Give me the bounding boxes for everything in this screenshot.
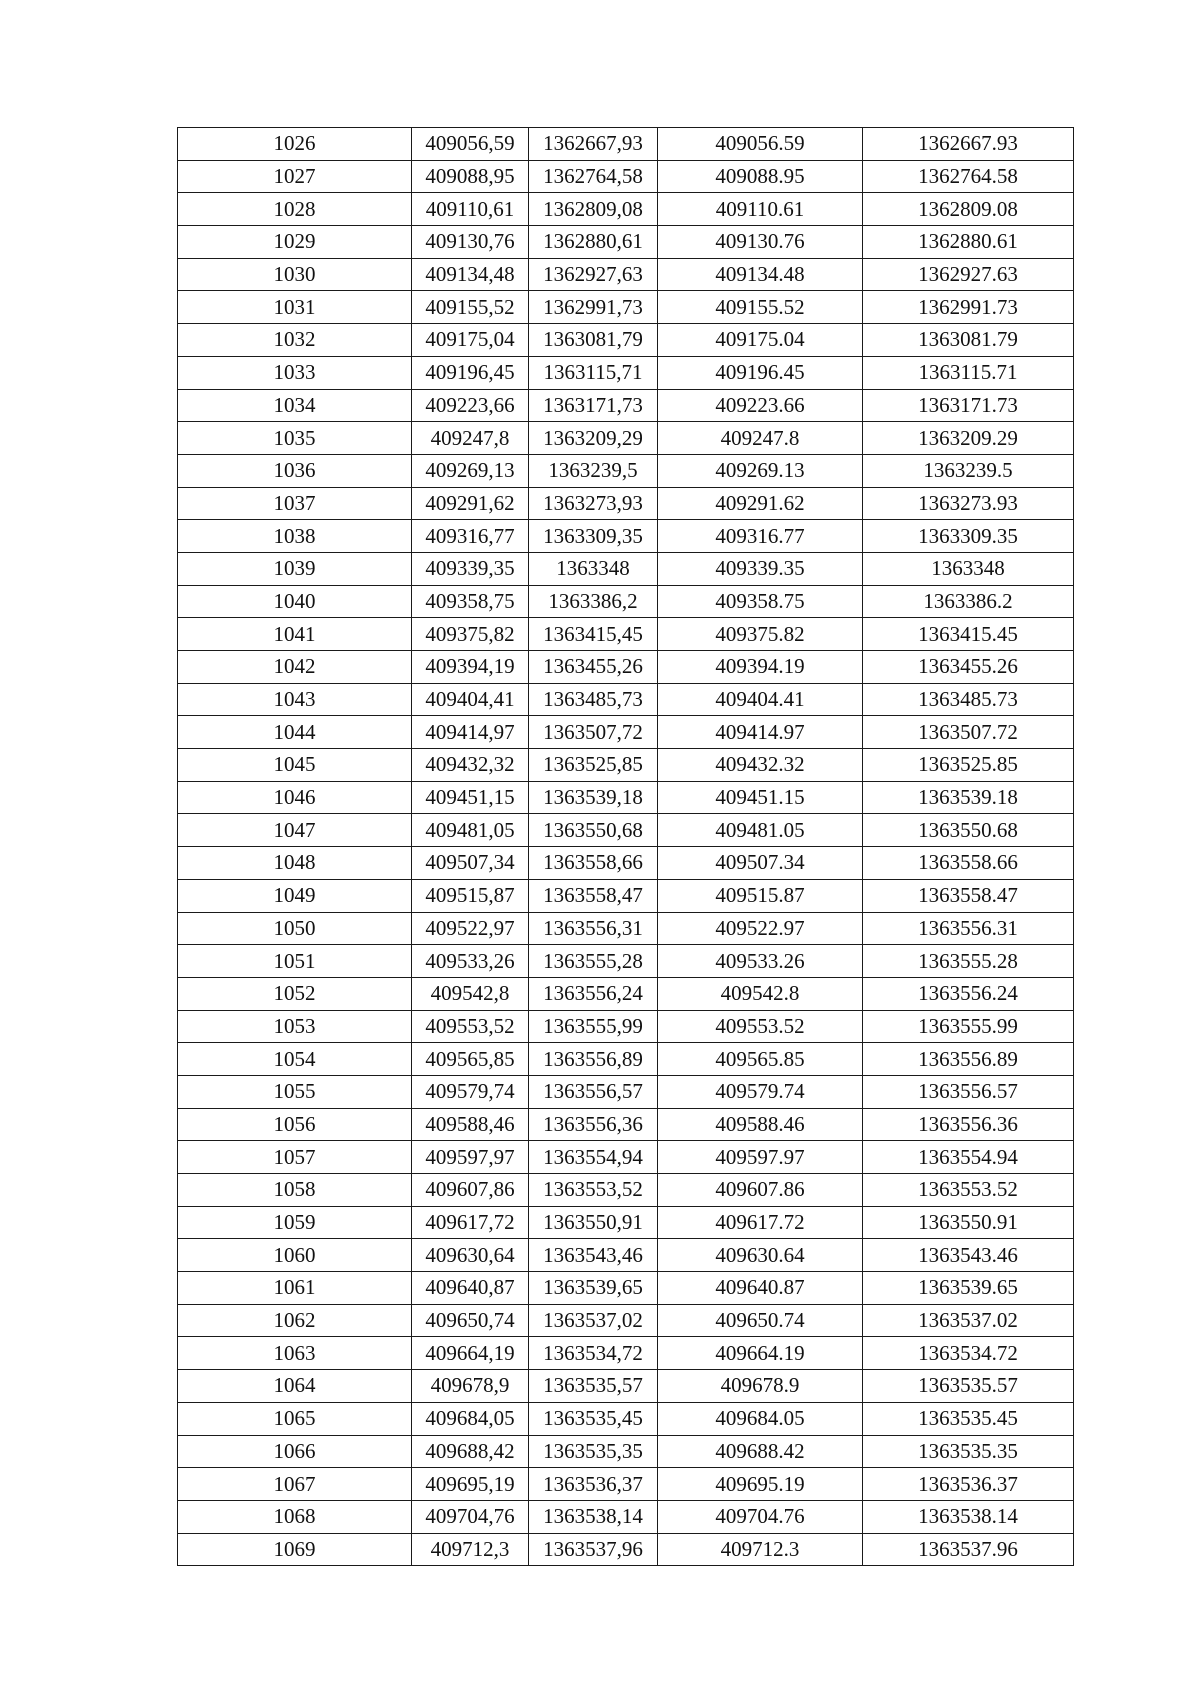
y-dot-cell: 1363535.45 bbox=[863, 1402, 1074, 1435]
point-number-cell: 1063 bbox=[178, 1337, 412, 1370]
table-row bbox=[178, 814, 1074, 847]
x-dot-cell: 409247.8 bbox=[658, 422, 863, 455]
x-dot-cell: 409640.87 bbox=[658, 1272, 863, 1305]
table-row bbox=[178, 552, 1074, 585]
table-row bbox=[178, 1468, 1074, 1501]
x-dot-cell: 409515.87 bbox=[658, 879, 863, 912]
x-comma-cell: 409565,85 bbox=[412, 1043, 529, 1076]
y-dot-cell: 1363555.99 bbox=[863, 1010, 1074, 1043]
y-dot-cell: 1363171.73 bbox=[863, 389, 1074, 422]
y-comma-cell: 1363554,94 bbox=[529, 1141, 658, 1174]
y-dot-cell: 1363386.2 bbox=[863, 585, 1074, 618]
point-number-cell: 1042 bbox=[178, 651, 412, 684]
y-comma-cell: 1363550,68 bbox=[529, 814, 658, 847]
x-dot-cell: 409155.52 bbox=[658, 291, 863, 324]
x-dot-cell: 409695.19 bbox=[658, 1468, 863, 1501]
point-number-cell: 1050 bbox=[178, 912, 412, 945]
x-comma-cell: 409533,26 bbox=[412, 945, 529, 978]
coordinate-table-body bbox=[178, 128, 1074, 1566]
point-number-cell: 1069 bbox=[178, 1533, 412, 1566]
point-number-cell: 1062 bbox=[178, 1304, 412, 1337]
y-comma-cell: 1363386,2 bbox=[529, 585, 658, 618]
y-dot-cell: 1362809.08 bbox=[863, 193, 1074, 226]
point-number-cell: 1033 bbox=[178, 356, 412, 389]
point-number-cell: 1055 bbox=[178, 1075, 412, 1108]
y-dot-cell: 1363535.35 bbox=[863, 1435, 1074, 1468]
point-number-cell: 1037 bbox=[178, 487, 412, 520]
x-comma-cell: 409155,52 bbox=[412, 291, 529, 324]
x-comma-cell: 409712,3 bbox=[412, 1533, 529, 1566]
x-comma-cell: 409339,35 bbox=[412, 552, 529, 585]
x-dot-cell: 409088.95 bbox=[658, 160, 863, 193]
x-comma-cell: 409607,86 bbox=[412, 1174, 529, 1207]
x-comma-cell: 409695,19 bbox=[412, 1468, 529, 1501]
table-row bbox=[178, 912, 1074, 945]
point-number-cell: 1036 bbox=[178, 454, 412, 487]
x-comma-cell: 409316,77 bbox=[412, 520, 529, 553]
x-comma-cell: 409579,74 bbox=[412, 1075, 529, 1108]
x-dot-cell: 409630.64 bbox=[658, 1239, 863, 1272]
table-row bbox=[178, 945, 1074, 978]
y-comma-cell: 1363553,52 bbox=[529, 1174, 658, 1207]
y-dot-cell: 1362991.73 bbox=[863, 291, 1074, 324]
y-dot-cell: 1363239.5 bbox=[863, 454, 1074, 487]
x-comma-cell: 409640,87 bbox=[412, 1272, 529, 1305]
x-dot-cell: 409414.97 bbox=[658, 716, 863, 749]
table-row bbox=[178, 389, 1074, 422]
x-comma-cell: 409678,9 bbox=[412, 1370, 529, 1403]
y-dot-cell: 1363485.73 bbox=[863, 683, 1074, 716]
point-number-cell: 1034 bbox=[178, 389, 412, 422]
point-number-cell: 1054 bbox=[178, 1043, 412, 1076]
y-dot-cell: 1363536.37 bbox=[863, 1468, 1074, 1501]
table-row bbox=[178, 781, 1074, 814]
table-row bbox=[178, 422, 1074, 455]
point-number-cell: 1040 bbox=[178, 585, 412, 618]
table-row bbox=[178, 193, 1074, 226]
table-row bbox=[178, 1174, 1074, 1207]
x-comma-cell: 409650,74 bbox=[412, 1304, 529, 1337]
table-row bbox=[178, 716, 1074, 749]
y-comma-cell: 1363415,45 bbox=[529, 618, 658, 651]
x-dot-cell: 409597.97 bbox=[658, 1141, 863, 1174]
y-comma-cell: 1363537,02 bbox=[529, 1304, 658, 1337]
y-comma-cell: 1363534,72 bbox=[529, 1337, 658, 1370]
y-comma-cell: 1363538,14 bbox=[529, 1500, 658, 1533]
x-dot-cell: 409481.05 bbox=[658, 814, 863, 847]
point-number-cell: 1056 bbox=[178, 1108, 412, 1141]
x-comma-cell: 409375,82 bbox=[412, 618, 529, 651]
y-dot-cell: 1363550.91 bbox=[863, 1206, 1074, 1239]
y-dot-cell: 1362667.93 bbox=[863, 128, 1074, 161]
y-comma-cell: 1363536,37 bbox=[529, 1468, 658, 1501]
y-dot-cell: 1363525.85 bbox=[863, 749, 1074, 782]
y-dot-cell: 1363537.96 bbox=[863, 1533, 1074, 1566]
x-dot-cell: 409650.74 bbox=[658, 1304, 863, 1337]
y-dot-cell: 1363539.18 bbox=[863, 781, 1074, 814]
x-dot-cell: 409553.52 bbox=[658, 1010, 863, 1043]
x-dot-cell: 409451.15 bbox=[658, 781, 863, 814]
x-dot-cell: 409056.59 bbox=[658, 128, 863, 161]
point-number-cell: 1038 bbox=[178, 520, 412, 553]
y-dot-cell: 1363081.79 bbox=[863, 324, 1074, 357]
y-dot-cell: 1363534.72 bbox=[863, 1337, 1074, 1370]
y-dot-cell: 1363209.29 bbox=[863, 422, 1074, 455]
table-row bbox=[178, 1304, 1074, 1337]
x-dot-cell: 409394.19 bbox=[658, 651, 863, 684]
point-number-cell: 1043 bbox=[178, 683, 412, 716]
point-number-cell: 1064 bbox=[178, 1370, 412, 1403]
x-comma-cell: 409515,87 bbox=[412, 879, 529, 912]
point-number-cell: 1030 bbox=[178, 258, 412, 291]
point-number-cell: 1067 bbox=[178, 1468, 412, 1501]
point-number-cell: 1052 bbox=[178, 977, 412, 1010]
y-comma-cell: 1363537,96 bbox=[529, 1533, 658, 1566]
y-dot-cell: 1363273.93 bbox=[863, 487, 1074, 520]
x-comma-cell: 409432,32 bbox=[412, 749, 529, 782]
x-comma-cell: 409588,46 bbox=[412, 1108, 529, 1141]
table-row bbox=[178, 226, 1074, 259]
y-dot-cell: 1363309.35 bbox=[863, 520, 1074, 553]
y-dot-cell: 1363558.47 bbox=[863, 879, 1074, 912]
x-comma-cell: 409196,45 bbox=[412, 356, 529, 389]
table-row bbox=[178, 258, 1074, 291]
x-comma-cell: 409088,95 bbox=[412, 160, 529, 193]
y-dot-cell: 1363348 bbox=[863, 552, 1074, 585]
x-comma-cell: 409617,72 bbox=[412, 1206, 529, 1239]
y-comma-cell: 1363535,57 bbox=[529, 1370, 658, 1403]
y-dot-cell: 1363555.28 bbox=[863, 945, 1074, 978]
x-comma-cell: 409269,13 bbox=[412, 454, 529, 487]
x-comma-cell: 409684,05 bbox=[412, 1402, 529, 1435]
y-comma-cell: 1363273,93 bbox=[529, 487, 658, 520]
x-dot-cell: 409404.41 bbox=[658, 683, 863, 716]
table-row bbox=[178, 1043, 1074, 1076]
y-comma-cell: 1362764,58 bbox=[529, 160, 658, 193]
point-number-cell: 1032 bbox=[178, 324, 412, 357]
x-dot-cell: 409664.19 bbox=[658, 1337, 863, 1370]
x-comma-cell: 409134,48 bbox=[412, 258, 529, 291]
y-dot-cell: 1363115.71 bbox=[863, 356, 1074, 389]
table-row bbox=[178, 1402, 1074, 1435]
y-comma-cell: 1363209,29 bbox=[529, 422, 658, 455]
y-dot-cell: 1363535.57 bbox=[863, 1370, 1074, 1403]
y-comma-cell: 1363115,71 bbox=[529, 356, 658, 389]
table-row bbox=[178, 454, 1074, 487]
x-dot-cell: 409223.66 bbox=[658, 389, 863, 422]
table-row bbox=[178, 977, 1074, 1010]
y-dot-cell: 1363507.72 bbox=[863, 716, 1074, 749]
y-dot-cell: 1362880.61 bbox=[863, 226, 1074, 259]
x-dot-cell: 409533.26 bbox=[658, 945, 863, 978]
point-number-cell: 1057 bbox=[178, 1141, 412, 1174]
coordinate-table bbox=[177, 127, 1074, 1566]
x-comma-cell: 409414,97 bbox=[412, 716, 529, 749]
x-comma-cell: 409404,41 bbox=[412, 683, 529, 716]
y-dot-cell: 1363556.89 bbox=[863, 1043, 1074, 1076]
y-dot-cell: 1363556.24 bbox=[863, 977, 1074, 1010]
table-row bbox=[178, 1533, 1074, 1566]
x-dot-cell: 409269.13 bbox=[658, 454, 863, 487]
table-row bbox=[178, 1010, 1074, 1043]
x-dot-cell: 409542.8 bbox=[658, 977, 863, 1010]
x-dot-cell: 409175.04 bbox=[658, 324, 863, 357]
y-dot-cell: 1363543.46 bbox=[863, 1239, 1074, 1272]
y-comma-cell: 1363558,66 bbox=[529, 847, 658, 880]
y-comma-cell: 1363455,26 bbox=[529, 651, 658, 684]
table-row bbox=[178, 1272, 1074, 1305]
table-row bbox=[178, 683, 1074, 716]
table-row bbox=[178, 879, 1074, 912]
x-dot-cell: 409607.86 bbox=[658, 1174, 863, 1207]
y-comma-cell: 1363550,91 bbox=[529, 1206, 658, 1239]
table-row bbox=[178, 1141, 1074, 1174]
table-row bbox=[178, 1337, 1074, 1370]
point-number-cell: 1049 bbox=[178, 879, 412, 912]
y-comma-cell: 1363171,73 bbox=[529, 389, 658, 422]
table-row bbox=[178, 749, 1074, 782]
table-row bbox=[178, 128, 1074, 161]
table-row bbox=[178, 1206, 1074, 1239]
point-number-cell: 1048 bbox=[178, 847, 412, 880]
y-dot-cell: 1363537.02 bbox=[863, 1304, 1074, 1337]
point-number-cell: 1047 bbox=[178, 814, 412, 847]
x-comma-cell: 409664,19 bbox=[412, 1337, 529, 1370]
y-comma-cell: 1363535,35 bbox=[529, 1435, 658, 1468]
y-comma-cell: 1363485,73 bbox=[529, 683, 658, 716]
x-dot-cell: 409432.32 bbox=[658, 749, 863, 782]
x-dot-cell: 409522.97 bbox=[658, 912, 863, 945]
table-row bbox=[178, 651, 1074, 684]
x-comma-cell: 409481,05 bbox=[412, 814, 529, 847]
y-comma-cell: 1363525,85 bbox=[529, 749, 658, 782]
x-dot-cell: 409316.77 bbox=[658, 520, 863, 553]
point-number-cell: 1068 bbox=[178, 1500, 412, 1533]
y-dot-cell: 1363554.94 bbox=[863, 1141, 1074, 1174]
y-dot-cell: 1363550.68 bbox=[863, 814, 1074, 847]
x-dot-cell: 409588.46 bbox=[658, 1108, 863, 1141]
x-dot-cell: 409565.85 bbox=[658, 1043, 863, 1076]
point-number-cell: 1041 bbox=[178, 618, 412, 651]
y-comma-cell: 1363539,18 bbox=[529, 781, 658, 814]
point-number-cell: 1045 bbox=[178, 749, 412, 782]
point-number-cell: 1065 bbox=[178, 1402, 412, 1435]
y-comma-cell: 1363539,65 bbox=[529, 1272, 658, 1305]
y-dot-cell: 1363556.36 bbox=[863, 1108, 1074, 1141]
x-dot-cell: 409507.34 bbox=[658, 847, 863, 880]
point-number-cell: 1026 bbox=[178, 128, 412, 161]
x-comma-cell: 409542,8 bbox=[412, 977, 529, 1010]
x-dot-cell: 409196.45 bbox=[658, 356, 863, 389]
table-row bbox=[178, 1239, 1074, 1272]
y-comma-cell: 1363555,28 bbox=[529, 945, 658, 978]
y-dot-cell: 1363558.66 bbox=[863, 847, 1074, 880]
x-comma-cell: 409451,15 bbox=[412, 781, 529, 814]
x-dot-cell: 409130.76 bbox=[658, 226, 863, 259]
point-number-cell: 1035 bbox=[178, 422, 412, 455]
y-comma-cell: 1363555,99 bbox=[529, 1010, 658, 1043]
y-comma-cell: 1362809,08 bbox=[529, 193, 658, 226]
x-comma-cell: 409291,62 bbox=[412, 487, 529, 520]
x-comma-cell: 409688,42 bbox=[412, 1435, 529, 1468]
point-number-cell: 1058 bbox=[178, 1174, 412, 1207]
point-number-cell: 1044 bbox=[178, 716, 412, 749]
y-comma-cell: 1363239,5 bbox=[529, 454, 658, 487]
x-comma-cell: 409630,64 bbox=[412, 1239, 529, 1272]
x-dot-cell: 409678.9 bbox=[658, 1370, 863, 1403]
x-comma-cell: 409522,97 bbox=[412, 912, 529, 945]
x-dot-cell: 409579.74 bbox=[658, 1075, 863, 1108]
x-comma-cell: 409507,34 bbox=[412, 847, 529, 880]
y-dot-cell: 1363538.14 bbox=[863, 1500, 1074, 1533]
table-row bbox=[178, 585, 1074, 618]
table-row bbox=[178, 1108, 1074, 1141]
point-number-cell: 1046 bbox=[178, 781, 412, 814]
table-row bbox=[178, 324, 1074, 357]
table-row bbox=[178, 487, 1074, 520]
y-comma-cell: 1363535,45 bbox=[529, 1402, 658, 1435]
y-comma-cell: 1363558,47 bbox=[529, 879, 658, 912]
x-comma-cell: 409358,75 bbox=[412, 585, 529, 618]
x-comma-cell: 409597,97 bbox=[412, 1141, 529, 1174]
y-dot-cell: 1363556.31 bbox=[863, 912, 1074, 945]
y-dot-cell: 1363556.57 bbox=[863, 1075, 1074, 1108]
y-comma-cell: 1363556,31 bbox=[529, 912, 658, 945]
x-dot-cell: 409617.72 bbox=[658, 1206, 863, 1239]
y-dot-cell: 1363553.52 bbox=[863, 1174, 1074, 1207]
table-row bbox=[178, 291, 1074, 324]
table-row bbox=[178, 1435, 1074, 1468]
y-comma-cell: 1363309,35 bbox=[529, 520, 658, 553]
y-comma-cell: 1363507,72 bbox=[529, 716, 658, 749]
x-comma-cell: 409130,76 bbox=[412, 226, 529, 259]
table-row bbox=[178, 520, 1074, 553]
table-row bbox=[178, 1075, 1074, 1108]
table-row bbox=[178, 356, 1074, 389]
y-dot-cell: 1363455.26 bbox=[863, 651, 1074, 684]
point-number-cell: 1059 bbox=[178, 1206, 412, 1239]
x-dot-cell: 409712.3 bbox=[658, 1533, 863, 1566]
y-comma-cell: 1363556,24 bbox=[529, 977, 658, 1010]
x-comma-cell: 409175,04 bbox=[412, 324, 529, 357]
y-comma-cell: 1363556,89 bbox=[529, 1043, 658, 1076]
x-dot-cell: 409134.48 bbox=[658, 258, 863, 291]
x-comma-cell: 409394,19 bbox=[412, 651, 529, 684]
x-dot-cell: 409358.75 bbox=[658, 585, 863, 618]
table-row bbox=[178, 1370, 1074, 1403]
point-number-cell: 1027 bbox=[178, 160, 412, 193]
x-comma-cell: 409247,8 bbox=[412, 422, 529, 455]
x-comma-cell: 409223,66 bbox=[412, 389, 529, 422]
y-comma-cell: 1363556,36 bbox=[529, 1108, 658, 1141]
x-dot-cell: 409291.62 bbox=[658, 487, 863, 520]
y-dot-cell: 1362927.63 bbox=[863, 258, 1074, 291]
x-comma-cell: 409056,59 bbox=[412, 128, 529, 161]
y-comma-cell: 1362880,61 bbox=[529, 226, 658, 259]
x-comma-cell: 409704,76 bbox=[412, 1500, 529, 1533]
y-comma-cell: 1363543,46 bbox=[529, 1239, 658, 1272]
x-dot-cell: 409684.05 bbox=[658, 1402, 863, 1435]
x-dot-cell: 409110.61 bbox=[658, 193, 863, 226]
point-number-cell: 1061 bbox=[178, 1272, 412, 1305]
y-comma-cell: 1363081,79 bbox=[529, 324, 658, 357]
x-comma-cell: 409110,61 bbox=[412, 193, 529, 226]
y-dot-cell: 1363539.65 bbox=[863, 1272, 1074, 1305]
point-number-cell: 1066 bbox=[178, 1435, 412, 1468]
y-dot-cell: 1362764.58 bbox=[863, 160, 1074, 193]
point-number-cell: 1051 bbox=[178, 945, 412, 978]
point-number-cell: 1031 bbox=[178, 291, 412, 324]
x-dot-cell: 409339.35 bbox=[658, 552, 863, 585]
y-comma-cell: 1362991,73 bbox=[529, 291, 658, 324]
y-dot-cell: 1363415.45 bbox=[863, 618, 1074, 651]
point-number-cell: 1029 bbox=[178, 226, 412, 259]
y-comma-cell: 1363556,57 bbox=[529, 1075, 658, 1108]
table-row bbox=[178, 160, 1074, 193]
table-row bbox=[178, 1500, 1074, 1533]
point-number-cell: 1053 bbox=[178, 1010, 412, 1043]
point-number-cell: 1060 bbox=[178, 1239, 412, 1272]
point-number-cell: 1028 bbox=[178, 193, 412, 226]
x-dot-cell: 409688.42 bbox=[658, 1435, 863, 1468]
x-comma-cell: 409553,52 bbox=[412, 1010, 529, 1043]
x-dot-cell: 409704.76 bbox=[658, 1500, 863, 1533]
table-row bbox=[178, 847, 1074, 880]
y-comma-cell: 1362667,93 bbox=[529, 128, 658, 161]
table-row bbox=[178, 618, 1074, 651]
y-comma-cell: 1362927,63 bbox=[529, 258, 658, 291]
point-number-cell: 1039 bbox=[178, 552, 412, 585]
x-dot-cell: 409375.82 bbox=[658, 618, 863, 651]
y-comma-cell: 1363348 bbox=[529, 552, 658, 585]
